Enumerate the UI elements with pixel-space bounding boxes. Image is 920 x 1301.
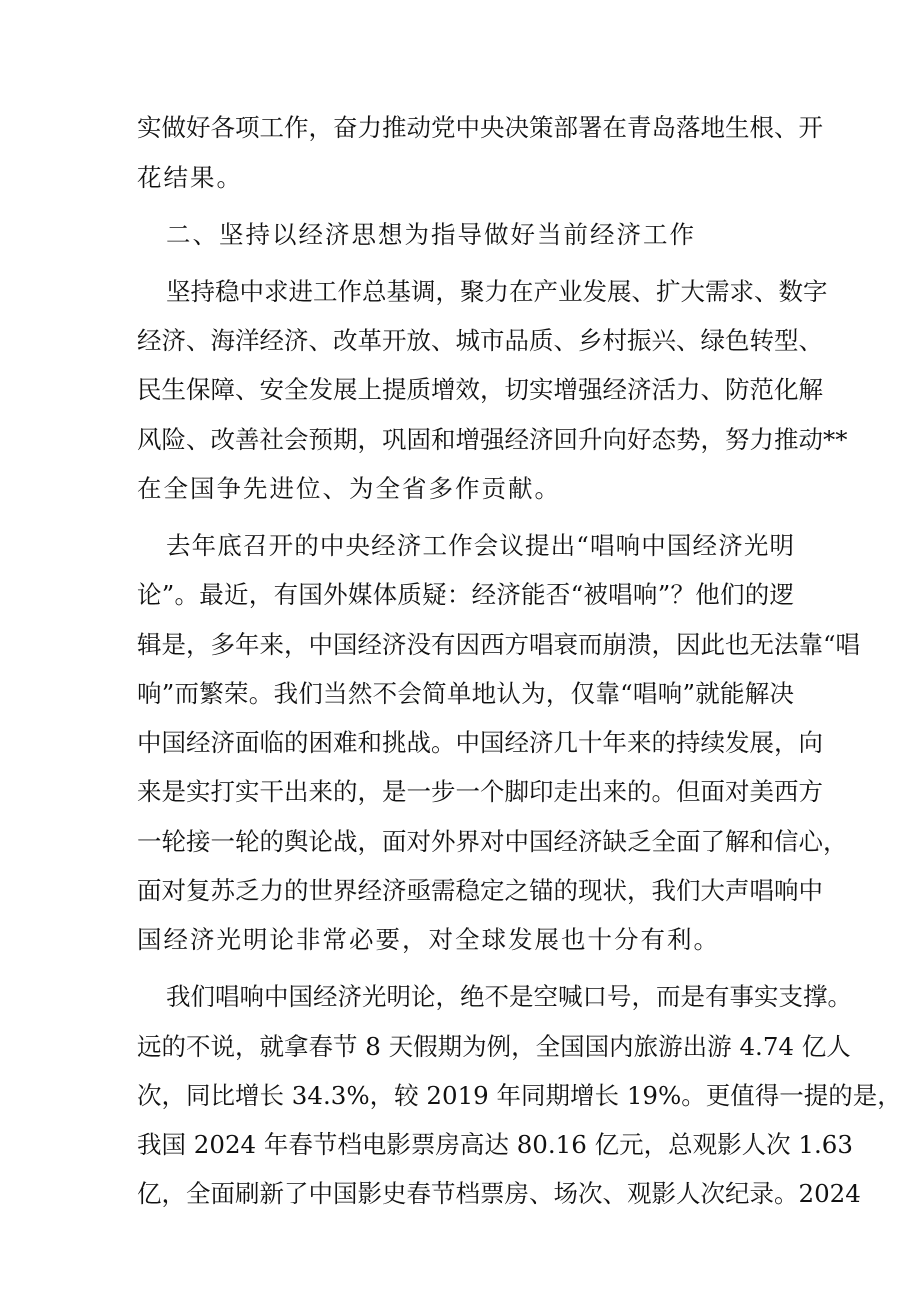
text-line-1: 实做好各项工作，奋力推动党中央决策部署在青岛落地生根、开 — [137, 113, 823, 142]
text-line-5: 经济、海洋经济、改革开放、城市品质、乡村振兴、绿色转型、 — [137, 326, 823, 355]
text-line-8: 在全国争先进位、为全省多作贡献。 — [137, 474, 561, 503]
text-line-12: 响”而繁荣。我们当然不会简单地认为，仅靠“唱响”就能解决 — [137, 679, 794, 708]
text-line-11: 辑是，多年来，中国经济没有因西方唱衰而崩溃，因此也无法靠“唱 — [137, 630, 861, 659]
text-line-15: 一轮接一轮的舆论战，面对外界对中国经济缺乏全面了解和信心， — [137, 827, 848, 856]
text-line-14: 来是实打实干出来的，是一步一个脚印走出来的。但面对美西方 — [137, 777, 823, 806]
text-line-18: 我们唱响中国经济光明论，绝不是空喊口号，而是有事实支撑。 — [166, 982, 852, 1011]
text-line-13: 中国经济面临的困难和挑战。中国经济几十年来的持续发展，向 — [137, 728, 823, 757]
text-line-20: 次，同比增长 34.3%，较 2019 年同期增长 19%。更值得一提的是， — [137, 1081, 902, 1110]
section-heading: 二、坚持以经济思想为指导做好当前经济工作 — [166, 220, 696, 249]
text-line-6: 民生保障、安全发展上提质增效，切实增强经济活力、防范化解 — [137, 375, 823, 404]
text-line-17: 国经济光明论非常必要，对全球发展也十分有利。 — [137, 925, 720, 954]
text-line-19: 远的不说，就拿春节 8 天假期为例，全国国内旅游出游 4.74 亿人 — [137, 1032, 851, 1061]
text-line-2: 花结果。 — [137, 163, 243, 192]
text-line-21: 我国 2024 年春节档电影票房高达 80.16 亿元，总观影人次 1.63 — [137, 1130, 853, 1159]
text-line-16: 面对复苏乏力的世界经济亟需稳定之锚的现状，我们大声唱响中 — [137, 876, 823, 905]
text-line-7: 风险、改善社会预期，巩固和增强经济回升向好态势，努力推动** — [137, 425, 848, 454]
text-line-4: 坚持稳中求进工作总基调，聚力在产业发展、扩大需求、数字 — [166, 277, 828, 306]
text-line-22: 亿，全面刷新了中国影史春节档票房、场次、观影人次纪录。2024 — [137, 1179, 861, 1208]
text-line-10: 论”。最近，有国外媒体质疑：经济能否“被唱响”？他们的逻 — [137, 580, 794, 609]
text-line-9: 去年底召开的中央经济工作会议提出“唱响中国经济光明 — [166, 531, 794, 560]
